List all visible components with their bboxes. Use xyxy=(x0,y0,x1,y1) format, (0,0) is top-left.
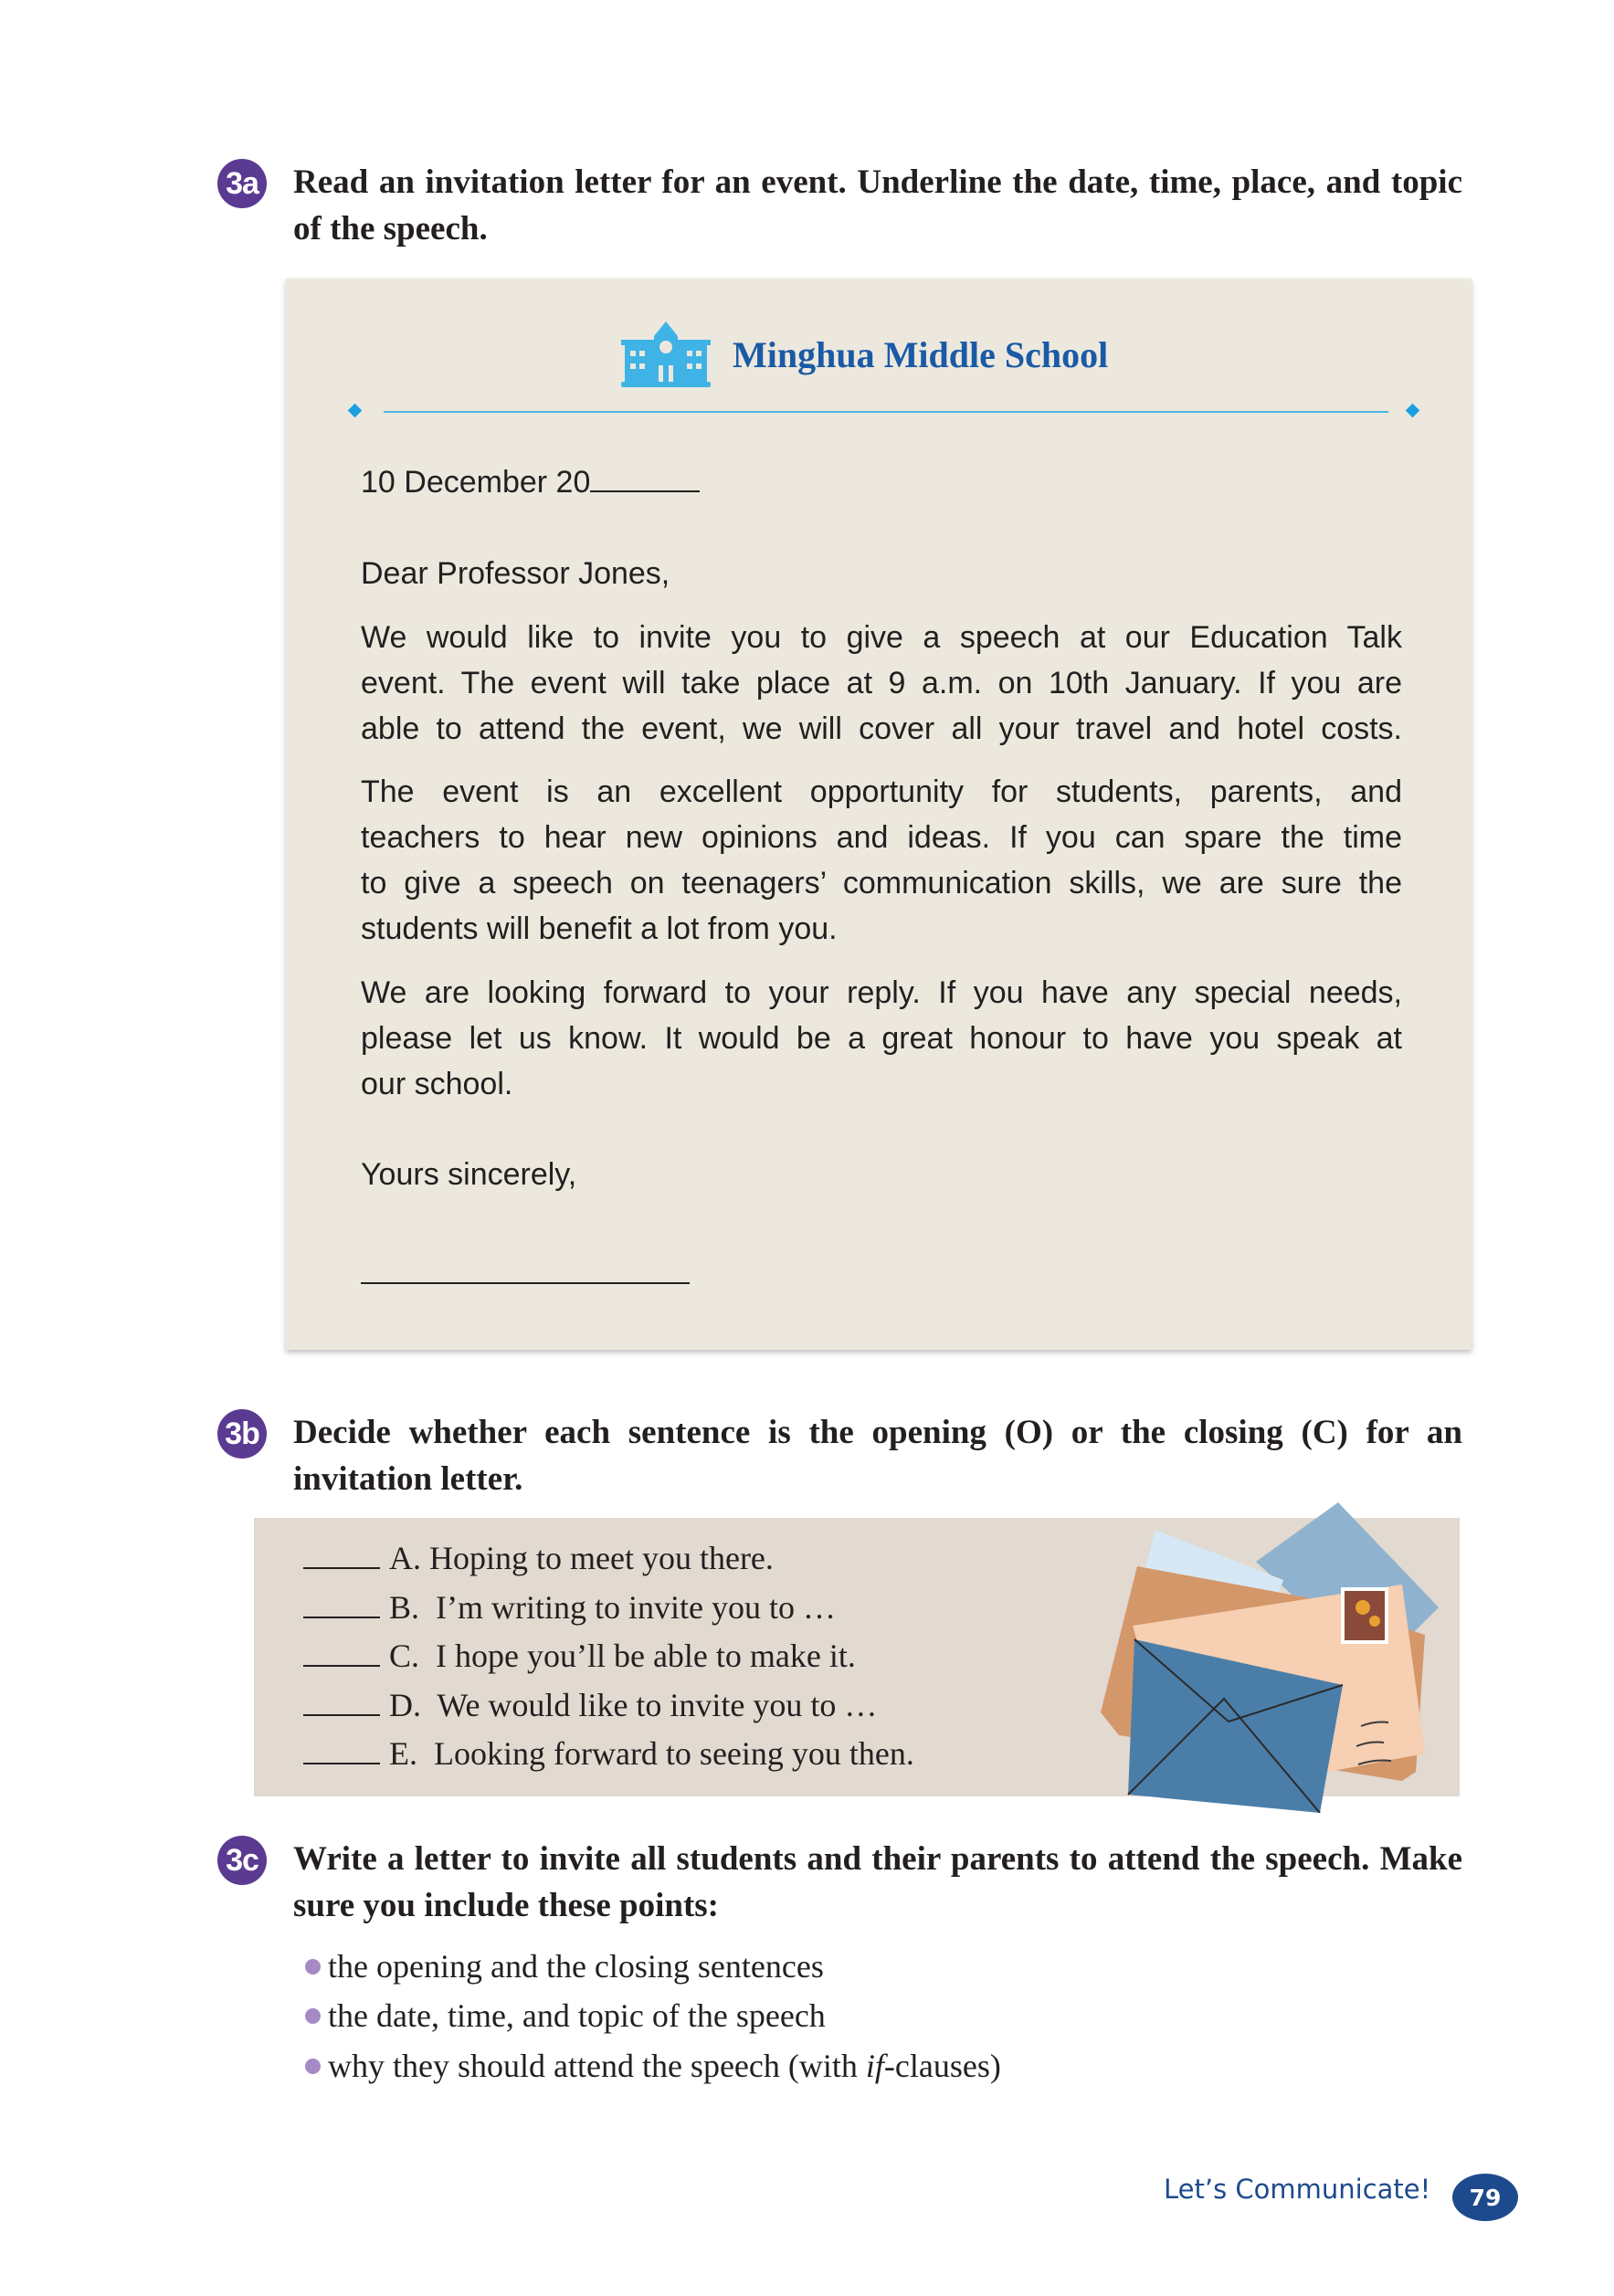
bullet-icon xyxy=(305,2059,321,2074)
answer-blank[interactable] xyxy=(303,1665,380,1667)
option-letter: B. xyxy=(389,1589,420,1626)
option-letter: A. xyxy=(389,1540,421,1576)
option-b xyxy=(303,1589,836,1626)
bullet-point xyxy=(305,1996,826,2035)
answer-blank[interactable] xyxy=(303,1617,380,1618)
letter-closing: Yours sincerely, xyxy=(361,1157,577,1192)
bullet-icon xyxy=(305,1959,321,1975)
bullet-text-part: why they should attend the speech (with xyxy=(328,2048,866,2084)
paragraph-line: please let us know. It would be a great honour to have you speak at xyxy=(361,1021,1402,1056)
bullet-icon xyxy=(305,2008,321,2024)
school-name: Minghua Middle School xyxy=(733,333,1109,375)
letter-paragraph-2 xyxy=(361,769,1402,952)
bullet-point xyxy=(305,1947,824,1985)
option-text: We would like to invite you to … xyxy=(437,1687,878,1723)
bullet-text-part: -clauses) xyxy=(883,2048,1001,2084)
option-c xyxy=(303,1638,856,1674)
option-text: I hope you’ll be able to make it. xyxy=(436,1638,856,1674)
option-letter: D. xyxy=(389,1687,421,1723)
letter-paragraph-1 xyxy=(361,615,1402,752)
bullet-text: the opening and the closing sentences xyxy=(328,1948,824,1985)
paragraph-line: We are looking forward to your reply. If you have any special needs, xyxy=(361,975,1402,1010)
date-text: 10 December 20 xyxy=(361,465,591,500)
letter-paragraph-3 xyxy=(361,970,1402,1107)
school-building-icon xyxy=(621,321,711,387)
school-header xyxy=(621,321,1108,387)
paragraph-line: event. The event will take place at 9 a.m. on 10th January. If you are xyxy=(361,666,1402,700)
answer-blank[interactable] xyxy=(303,1763,380,1764)
option-letter: E. xyxy=(389,1735,417,1772)
exercise-badge-3c: 3c xyxy=(217,1836,267,1885)
paragraph-line: teachers to hear new opinions and ideas. If you can spare the time xyxy=(361,820,1402,855)
option-e xyxy=(303,1735,914,1772)
instruction-3b: Decide whether each sentence is the opening (O) or the closing (C) for an invitation letter. xyxy=(293,1414,1462,1498)
paragraph-line: We would like to invite you to give a speech at our Education Talk xyxy=(361,620,1402,655)
instruction-3a: Read an invitation letter for an event. Underline the date, time, place, and topic of the speech. xyxy=(293,163,1462,248)
option-text: Looking forward to seeing you then. xyxy=(434,1735,914,1772)
answer-blank[interactable] xyxy=(303,1714,380,1716)
bullet-text: the date, time, and topic of the speech xyxy=(328,1997,826,2034)
option-letter: C. xyxy=(389,1638,420,1674)
bullet-point xyxy=(305,2047,1001,2085)
signature-line xyxy=(361,1282,690,1284)
instruction-3c: Write a letter to invite all students and their parents to attend the speech. Make sure you include these points: xyxy=(293,1840,1462,1924)
envelopes-illustration xyxy=(1101,1498,1448,1813)
paragraph-line: to give a speech on teenagers’ communication skills, we are sure the xyxy=(361,866,1402,900)
year-blank xyxy=(590,490,700,492)
option-text: I’m writing to invite you to … xyxy=(436,1589,836,1626)
option-text: Hoping to meet you there. xyxy=(429,1540,774,1576)
paragraph-line: able to attend the event, we will cover all your travel and hotel costs. xyxy=(361,711,1402,746)
answer-blank[interactable] xyxy=(303,1567,380,1569)
page-number: 79 xyxy=(1452,2174,1518,2221)
paragraph-line: students will benefit a lot from you. xyxy=(361,911,838,946)
option-d xyxy=(303,1687,877,1723)
exercise-badge-3a: 3a xyxy=(217,159,267,208)
bullet-text-italic: if xyxy=(865,2048,884,2084)
divider-line xyxy=(384,411,1388,413)
letter-date xyxy=(361,459,1402,505)
book-title: Let’s Communicate! xyxy=(1164,2174,1431,2205)
paragraph-line: The event is an excellent opportunity for students, parents, and xyxy=(361,774,1402,809)
paragraph-line: our school. xyxy=(361,1067,513,1101)
bullet-text xyxy=(328,2047,1001,2085)
letter-greeting: Dear Professor Jones, xyxy=(361,556,670,591)
option-a xyxy=(303,1540,774,1576)
exercise-badge-3b: 3b xyxy=(217,1409,267,1459)
